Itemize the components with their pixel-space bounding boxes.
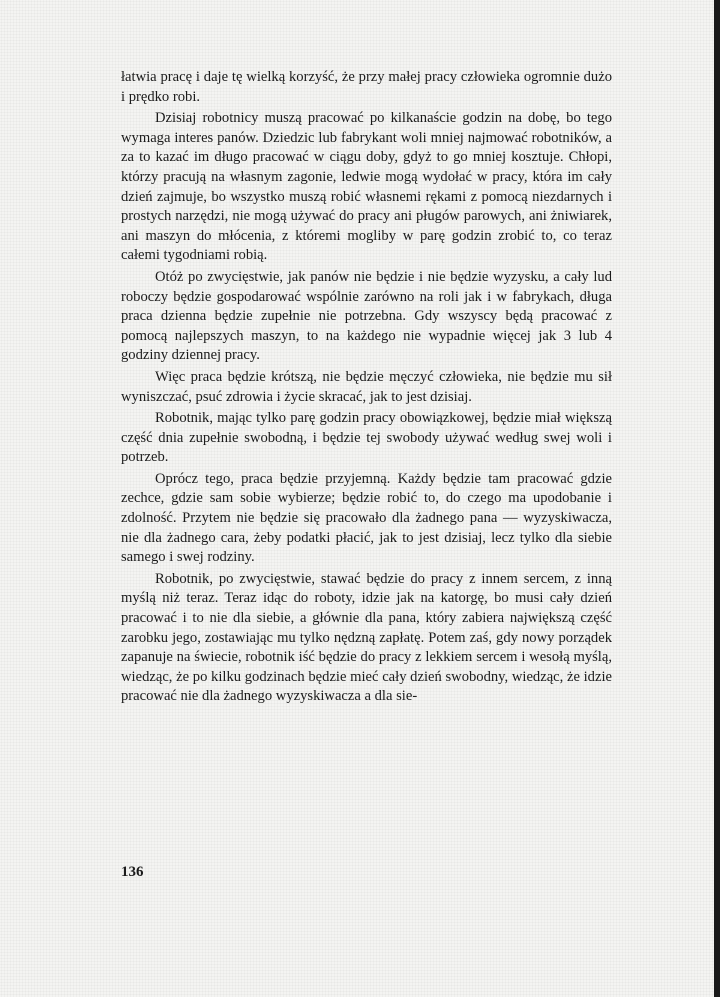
paragraph: łatwia pracę i daje tę wielką korzyść, że przy małej pracy człowieka ogromnie dużo i prędko robi. <box>121 69 612 105</box>
page-edge-shadow <box>714 0 720 997</box>
paragraph: Więc praca będzie krótszą, nie będzie męczyć człowieka, nie będzie mu sił wyniszczać, psuć zdrowia i życie skracać, jak to jest dzisiaj. <box>121 368 612 405</box>
paragraph: Robotnik, mając tylko parę godzin pracy obowiązkowej, będzie miał większą część dnia zupełnie swobodną, i będzie tej swobody używać według swej woli i potrzeb. <box>121 410 612 466</box>
page-number: 136 <box>121 864 144 880</box>
body-text <box>121 68 612 709</box>
paragraph: Dzisiaj robotnicy muszą pracować po kilkanaście godzin na dobę, bo tego wymaga interes panów. Dziedzic lub fabrykant woli mniej najmować robotników, a za to kazać im długo pracować w ciągu doby, gdyż to go mniej kosztuje. Chłopi, którzy pracują na własnym zagonie, ledwie mogą wydołać w pracy, która im cały dzień zajmuje, bo wszystko muszą robić własnemi rękami z pomocą niezdarnych i prostych narzędzi, nie mogą używać do pracy ani pługów parowych, ani żniwiarek, ani maszyn do młócenia, z któremi mogliby w parę godzin zrobić to, co teraz całemi tygodniami robią. <box>121 110 612 264</box>
paragraph: Oprócz tego, praca będzie przyjemną. Każdy będzie tam pracować gdzie zechce, gdzie sam sobie wybierze; będzie robić to, do czego ma upodobanie i zdolność. Przytem nie będzie się pracowało dla żadnego pana — wyzyskiwacza, nie dla żadnego cara, żeby podatki płacić, jak to jest dzisiaj, lecz tylko dla siebie samego i swej rodziny. <box>121 470 612 566</box>
paragraph: Otóż po zwycięstwie, jak panów nie będzie i nie będzie wyzysku, a cały lud roboczy będzie gospodarować wspólnie zarówno na roli jak i w fabrykach, długa praca dzienna będzie zupełnie nie potrzebna. Gdy wszyscy będą pracować z pomocą najlepszych maszyn, to na każdego nie wypadnie więcej jak 3 lub 4 godziny dziennej pracy. <box>121 268 612 364</box>
paragraph: Robotnik, po zwycięstwie, stawać będzie do pracy z innem sercem, z inną myślą niż teraz. Teraz idąc do roboty, idzie jak na katorgę, bo musi cały dzień pracować i to nie dla siebie, a głównie dla pana, który zabiera największą część zarobku jego, zostawiając mu tylko nędzną zapłatę. Potem zaś, gdy nowy porządek zapanuje na świecie, robotnik iść będzie do pracy z lekkiem sercem i wesołą myślą, wiedząc, że po kilku godzinach będzie mieć cały dzień swobodny, wiedząc, że idzie pracować nie dla żadnego wyzyskiwacza a dla sie- <box>121 570 612 705</box>
